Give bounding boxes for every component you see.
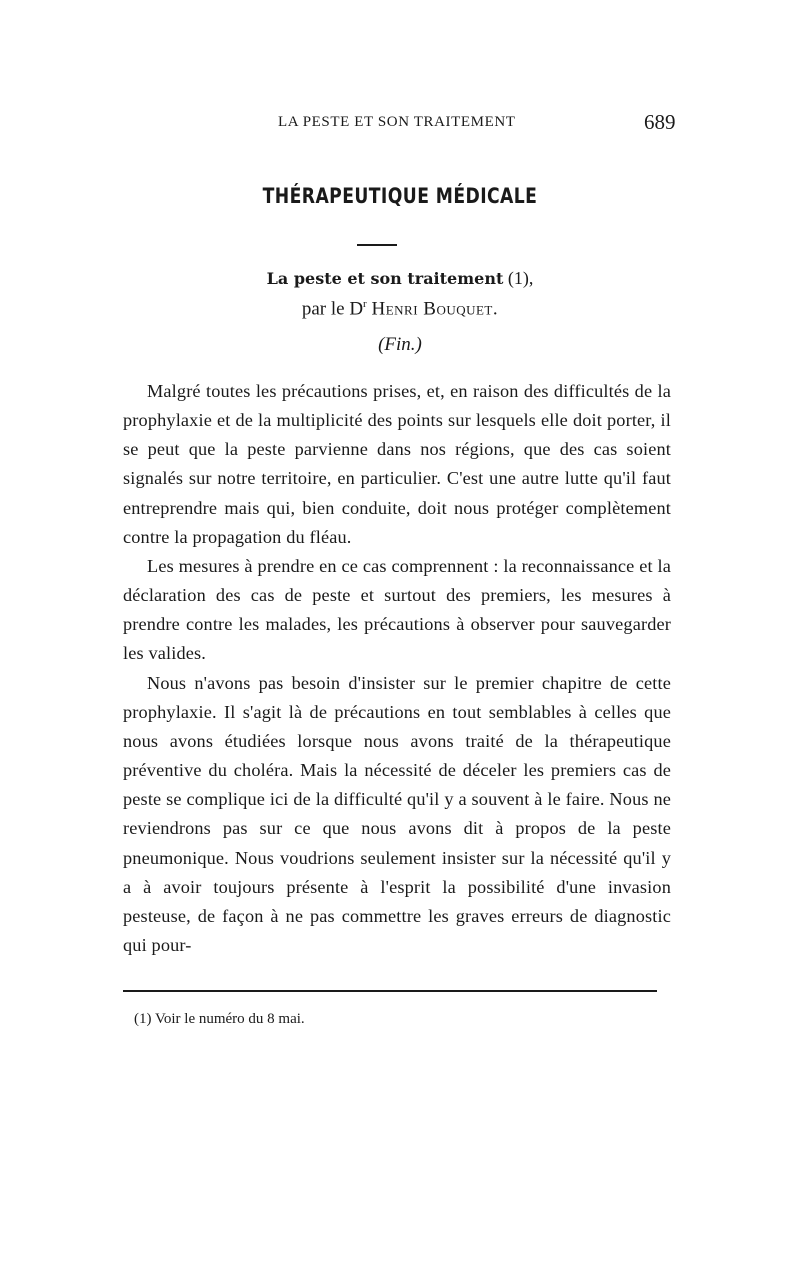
article-body (123, 377, 671, 960)
article-title (0, 268, 800, 289)
paragraph: Les mesures à prendre en ce cas comprennent : la reconnaissance et la déclaration des cas de peste et surtout des premiers, les mesures à prendre contre les malades, les précautions à observer pour sauvegarder les valides. (123, 555, 671, 664)
footnote-rule (123, 990, 657, 992)
footnote: (1) Voir le numéro du 8 mai. (134, 1011, 305, 1027)
byline-prefix: par le D (301, 298, 364, 320)
paragraph: Malgré toutes les précautions prises, et, en raison des difficultés de la prophylaxie et de la multiplicité des points sur lesquels elle doit porter, il se peut que la peste parvienne dans nos régions, que des cas soient signalés sur notre territoire, en particulier. C'est une autre lutte qu'il faut entreprendre mais qui, bien conduite, doit nous protéger complètement contre la propagation du fléau. (123, 381, 671, 547)
paragraph: Nous n'avons pas besoin d'insister sur le premier chapitre de cette prophylaxie. Il s'agit là de précautions en tout semblables à celles que nous avons étudiées lorsque nous avons traité de la thérapeutique préventive du choléra. Mais la nécessité de déceler les premiers cas de peste se complique ici de la difficulté qu'il y a souvent à le faire. Nous ne reviendrons pas sur ce que nous avons dit à propos de la peste pneumonique. Nous voudrions seulement insister sur la nécessité qu'il y a à avoir toujours présente à l'esprit la possibilité d'une invasion pesteuse, de façon à ne pas commettre les graves erreurs de diagnostic qui pour- (123, 672, 671, 955)
byline (0, 298, 800, 320)
author-name: Henri Bouquet. (371, 298, 499, 320)
section-title: THÉRAPEUTIQUE MÉDICALE (262, 184, 538, 208)
byline-superscript: r (363, 298, 367, 310)
running-title: LA PESTE ET SON TRAITEMENT (278, 114, 516, 130)
article-title-text: La peste et son traitement (266, 269, 504, 288)
article-status: (Fin.) (378, 334, 422, 355)
footnote-reference: (1), (507, 268, 534, 288)
page-number: 689 (644, 110, 676, 134)
title-rule (357, 244, 397, 246)
